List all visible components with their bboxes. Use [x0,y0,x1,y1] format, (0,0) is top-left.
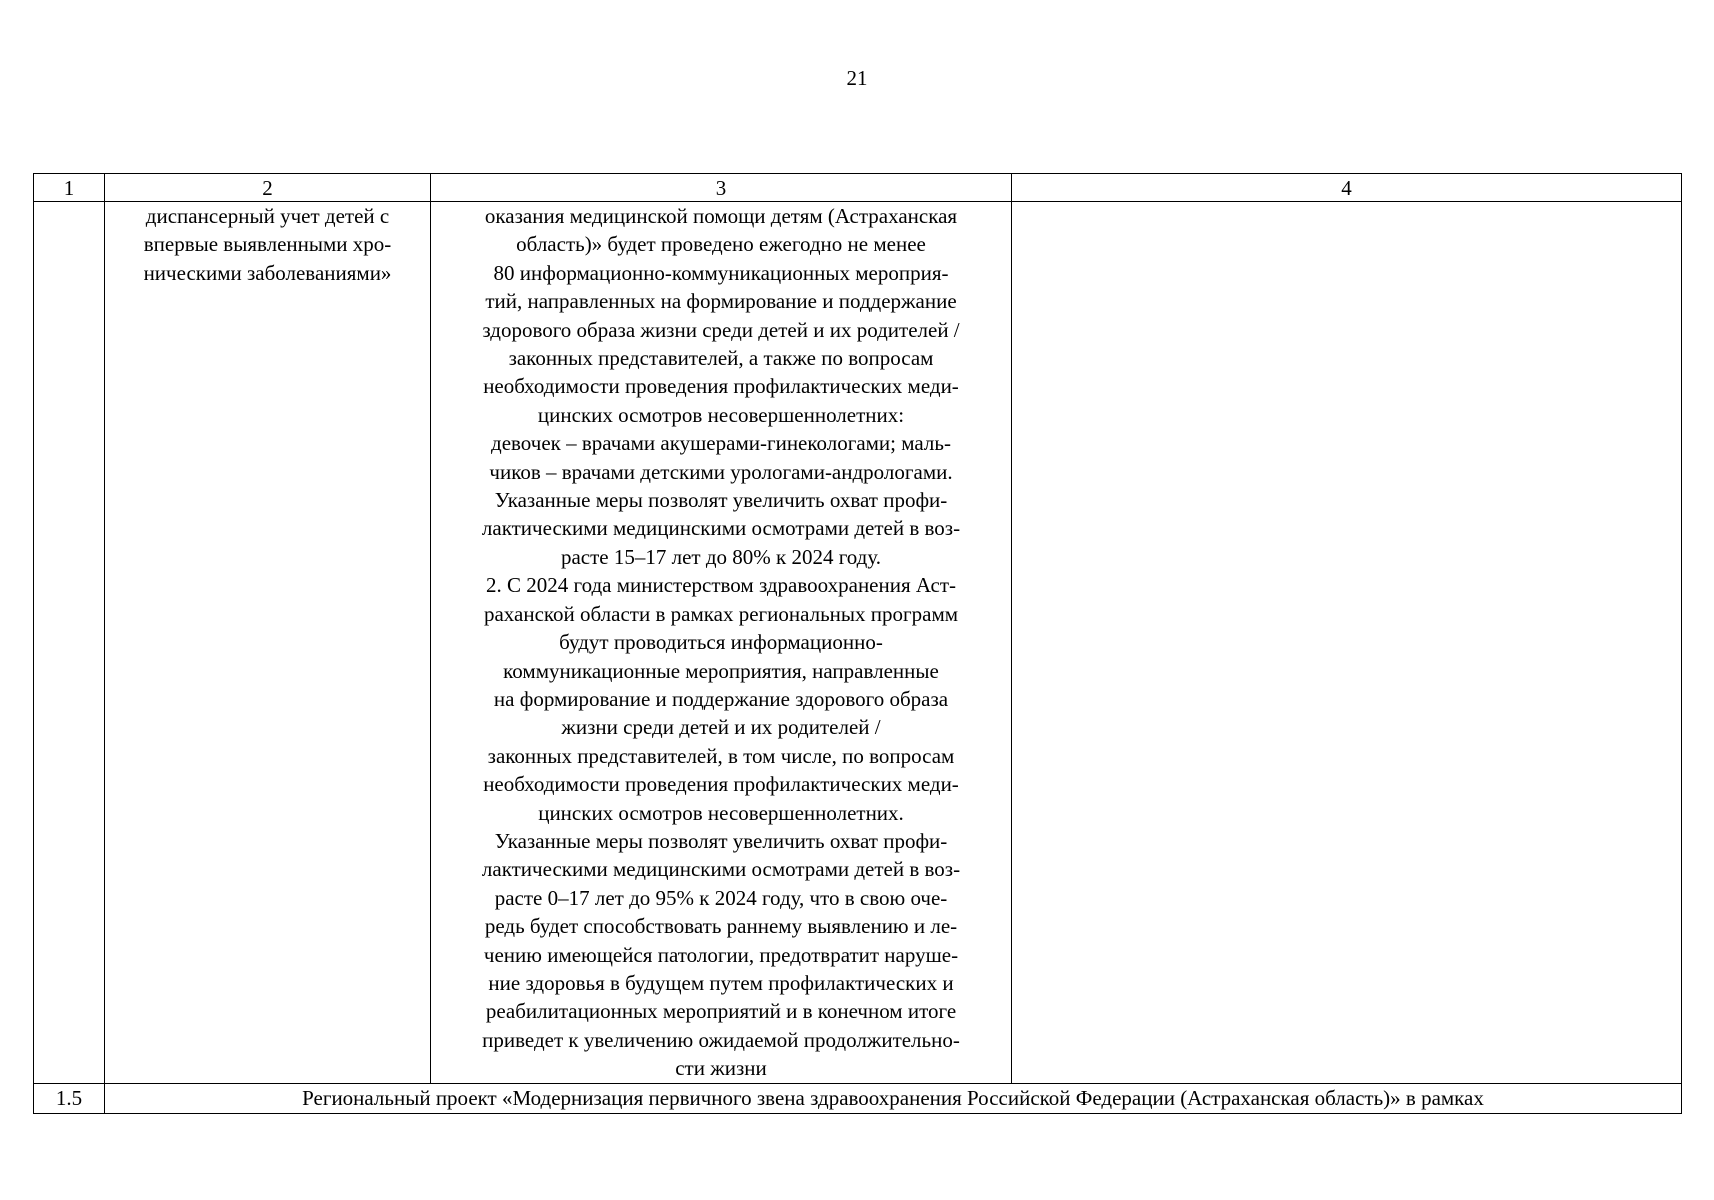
description-line: цинских осмотров несовершеннолетних. [538,800,904,825]
header-cell-3: 3 [431,174,1012,202]
section-title-cell: Региональный проект «Модернизация первичного звена здравоохранения Российской Федерации (Астраханская область)» в рамках [105,1083,1682,1113]
description-line: законных представителей, в том числе, по вопросам [487,743,955,768]
description-line: сти жизни [675,1056,767,1081]
description-line: здорового образа жизни среди детей и их родителей / [482,317,960,342]
page-number: 21 [846,66,868,90]
description-line: 80 информационно-коммуникационных мероприя- [493,260,949,285]
description-line: ние здоровья в будущем путем профилактических и [488,970,954,995]
description-line: раханской области в рамках региональных программ [483,601,959,626]
description-line: жизни среди детей и их родителей / [561,715,881,740]
description-line: девочек – врачами акушерами-гинекологами; маль- [491,431,951,456]
description-line: необходимости проведения профилактических меди- [483,772,959,797]
description-line: необходимости проведения профилактических меди- [483,374,959,399]
task-line: диспансерный учет детей с [145,204,390,228]
table-row [34,202,1682,1084]
task-line: впервые выявленными хро- [143,232,392,257]
description-line: чению имеющейся патологии, предотвратит наруше- [483,942,959,967]
description-line: редь будет способствовать раннему выявлению и ле- [484,914,958,939]
description-line: оказания медицинской помощи детям (Астраханская [484,204,958,228]
table-header-row [34,174,1682,202]
header-cell-2: 2 [105,174,431,202]
description-line: реабилитационных мероприятий и в конечном итоге [485,999,957,1024]
description-line: Указанные меры позволят увеличить охват профи- [494,828,948,853]
description-line: цинских осмотров несовершеннолетних: [537,402,905,427]
description-line: тий, направленных на формирование и поддержание [485,289,957,314]
result-cell [1012,202,1682,1084]
header-cell-1: 1 [34,174,105,202]
description-line: расте 0–17 лет до 95% к 2024 году, что в свою оче- [494,885,948,910]
task-cell [105,202,431,1084]
description-line: лактическими медицинскими осмотрами детей в воз- [481,516,961,541]
description-line: коммуникационные мероприятия, направленные [503,658,939,683]
task-line: ническими заболеваниями» [143,260,392,285]
description-line: чиков – врачами детскими урологами-андрологами. [489,459,953,484]
section-number-cell: 1.5 [34,1083,105,1113]
description-line: расте 15–17 лет до 80% к 2024 году. [560,544,882,569]
description-line: приведет к увеличению ожидаемой продолжительно- [482,1027,960,1052]
description-line: Указанные меры позволят увеличить охват профи- [494,488,948,513]
description-line: лактическими медицинскими осмотрами детей в воз- [481,857,961,882]
description-line: законных представителей, а также по вопросам [508,346,934,371]
description-cell [431,202,1012,1084]
description-line: на формирование и поддержание здорового образа [493,686,949,711]
header-cell-4: 4 [1012,174,1682,202]
row-number-cell [34,202,105,1084]
description-line: 2. С 2024 года министерством здравоохранения Аст- [485,573,957,598]
description-line: будут проводиться информационно- [559,630,883,655]
measures-table [33,173,1682,1114]
description-line: область)» будет проведено ежегодно не менее [516,232,926,257]
table-row [34,1083,1682,1113]
